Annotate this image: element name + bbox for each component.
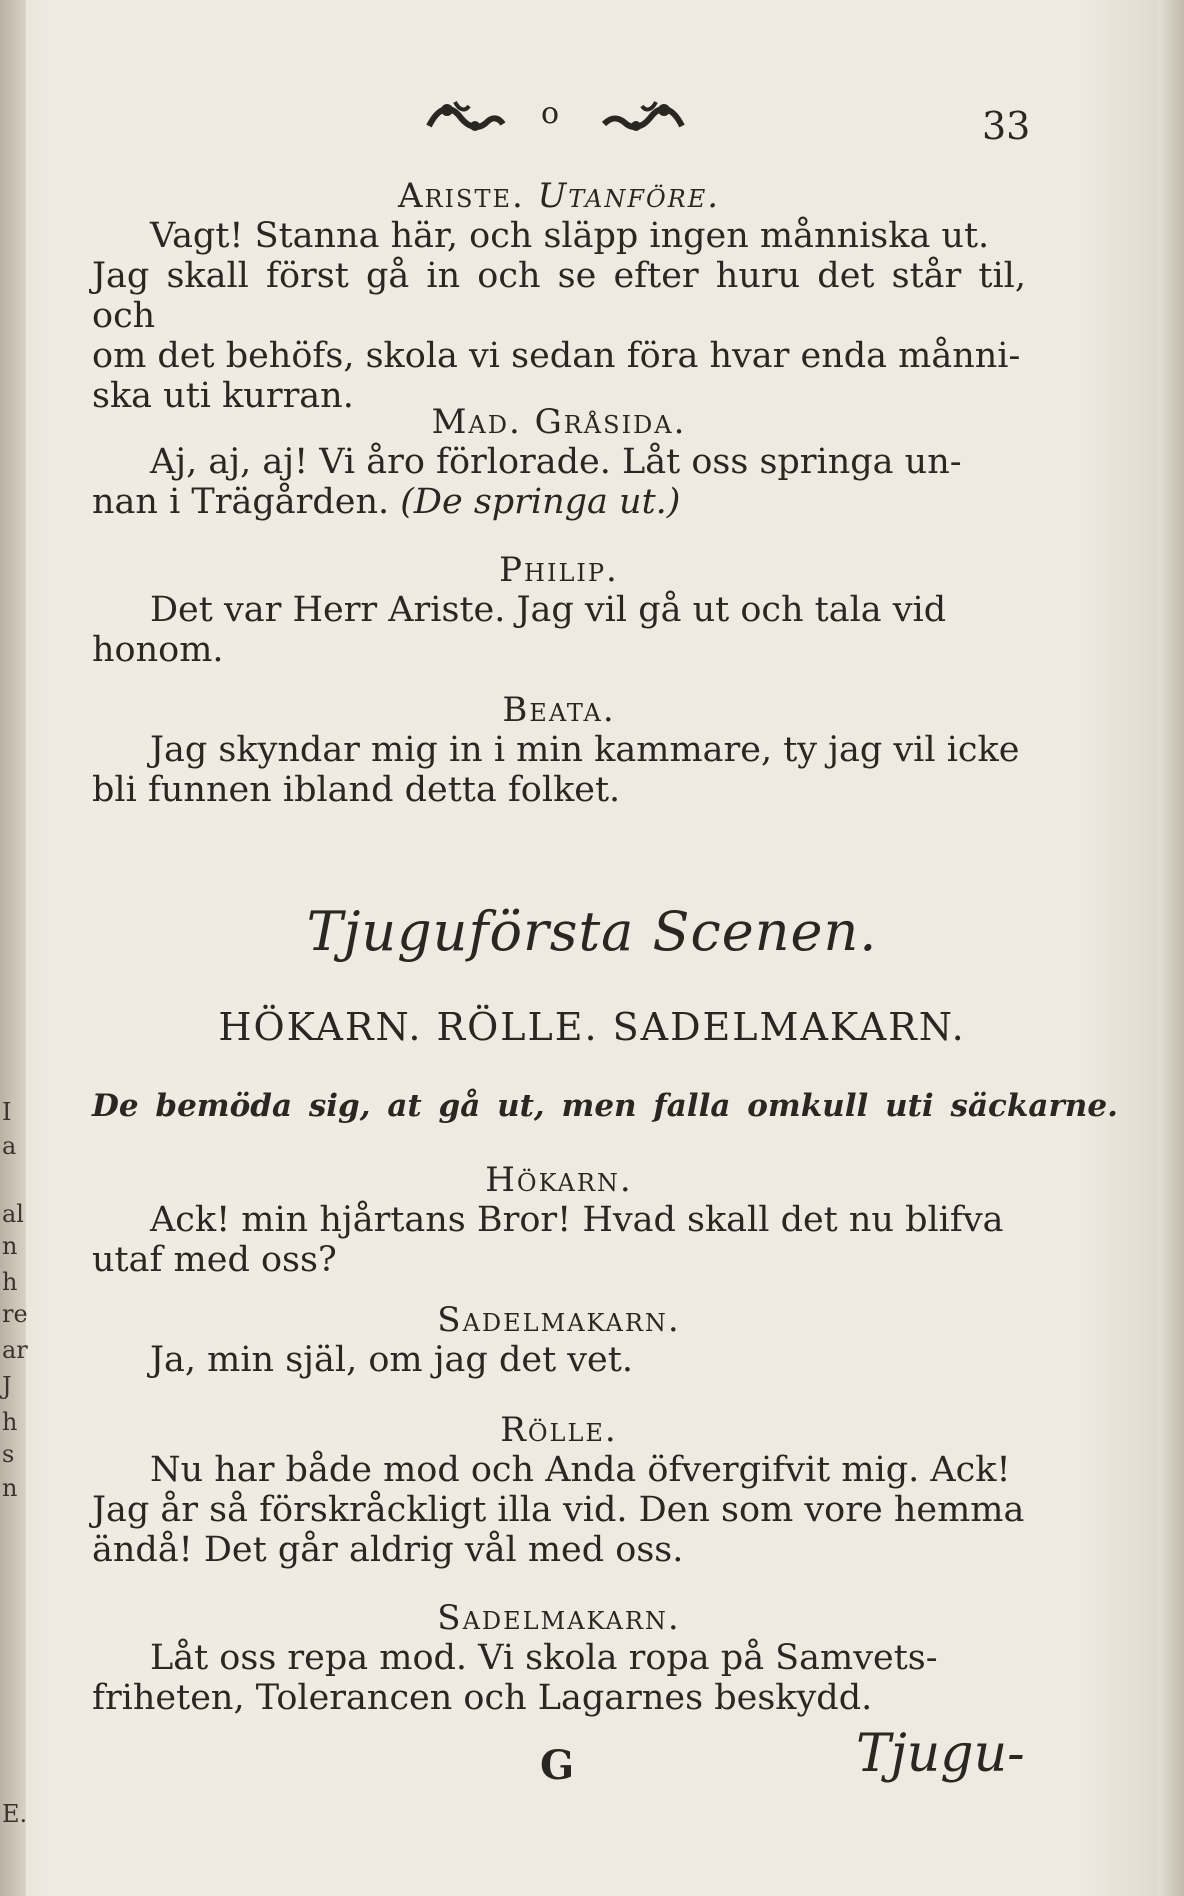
speech-text: [92, 216, 1026, 416]
header-ornament-mark: o: [541, 96, 560, 131]
speech-text: [92, 590, 1026, 670]
speech-line: friheten, Tolerancen och Lagarnes beskydd.: [92, 1678, 873, 1718]
speech-line: Aj, aj, aj! Vi åro förlorade. Låt oss springa un-: [150, 442, 962, 482]
speaker-label: Ariste.: [397, 176, 525, 216]
gutter-mark: re: [2, 1300, 28, 1328]
speech-text: [92, 730, 1026, 810]
speaker-name: Sadelmakarn.: [437, 1300, 681, 1340]
speech-line: Jag skyndar mig in i min kammare, ty jag vil icke: [150, 730, 1020, 770]
gutter-mark: n: [2, 1232, 18, 1260]
speech-line: Vagt! Stanna här, och släpp ingen månniska ut.: [150, 216, 990, 256]
speech-text: [92, 442, 1026, 522]
signature-mark: G: [540, 1742, 575, 1789]
speech-line: ändå! Det går aldrig vål med oss.: [92, 1530, 684, 1570]
speech-line: utaf med oss?: [92, 1240, 337, 1280]
speech-line: ska uti kurran.: [92, 376, 354, 416]
dialogue-block: [92, 402, 1026, 522]
speech-line: om det behöfs, skola vi sedan föra hvar enda månni-: [92, 336, 1021, 376]
speech-text: [92, 1638, 1026, 1718]
speech-line: Ja, min själ, om jag det vet.: [150, 1340, 633, 1380]
catchword: Tjugu-: [856, 1724, 1025, 1784]
gutter-mark: ar: [2, 1336, 28, 1364]
gutter-mark: al: [2, 1200, 24, 1228]
speech-text: [92, 1340, 1026, 1380]
gutter-mark: I: [2, 1098, 12, 1126]
speech-line: Jag skall först gå in och se efter huru det står til, och: [92, 256, 1026, 336]
page-number: 33: [982, 104, 1031, 148]
speech-line: Låt oss repa mod. Vi skola ropa på Samvets-: [150, 1638, 938, 1678]
left-ornament-icon: [425, 96, 507, 140]
speaker-name: Philip.: [499, 550, 619, 590]
speaker-name: [92, 176, 1026, 216]
speech-line: Ack! min hjårtans Bror! Hvad skall det nu blifva: [150, 1200, 1004, 1240]
speech-line: honom.: [92, 630, 224, 670]
gutter-mark: a: [2, 1132, 17, 1160]
speaker-name: Mad. Gråsida.: [431, 402, 687, 442]
dialogue-block: [92, 176, 1026, 416]
dialogue-block: [92, 550, 1026, 670]
speaker-name: Beata.: [502, 690, 616, 730]
speaker-note: Utanföre.: [537, 176, 721, 216]
speech-line: bli funnen ibland detta folket.: [92, 770, 621, 810]
dialogue-block: [92, 1410, 1026, 1570]
stage-direction: (De springa ut.): [400, 482, 681, 522]
right-ornament-icon: [600, 96, 686, 140]
scene-title: Tjuguförsta Scenen.: [306, 900, 878, 963]
dialogue-block: [92, 690, 1026, 810]
speaker-name: Rölle.: [500, 1410, 618, 1450]
gutter-mark: h: [2, 1268, 18, 1296]
speaker-name: Sadelmakarn.: [437, 1598, 681, 1638]
scene-stage-direction: De bemöda sig, at gå ut, men falla omkull uti säckarne.: [92, 1088, 1118, 1124]
gutter-mark: n: [2, 1474, 18, 1502]
speech-line: Nu har både mod och Anda öfvergifvit mig. Ack!: [150, 1450, 1011, 1490]
speech-line: Jag år så förskråckligt illa vid. Den som vore hemma: [92, 1490, 1025, 1530]
gutter-mark: s: [2, 1440, 15, 1468]
speech-line: Det var Herr Ariste. Jag vil gå ut och tala vid: [150, 590, 947, 630]
speaker-name: Hökarn.: [485, 1160, 633, 1200]
dialogue-block: [92, 1160, 1026, 1280]
gutter-mark: h: [2, 1408, 18, 1436]
gutter-mark: E.: [2, 1800, 28, 1828]
dialogue-block: [92, 1598, 1026, 1718]
speech-text: [92, 1200, 1026, 1280]
dialogue-block: [92, 1300, 1026, 1380]
gutter-mark: J: [2, 1372, 12, 1400]
scene-cast: HÖKARN. RÖLLE. SADELMAKARN.: [218, 1005, 966, 1049]
speech-line: nan i Trägården.: [92, 482, 390, 522]
speech-text: [92, 1450, 1026, 1570]
